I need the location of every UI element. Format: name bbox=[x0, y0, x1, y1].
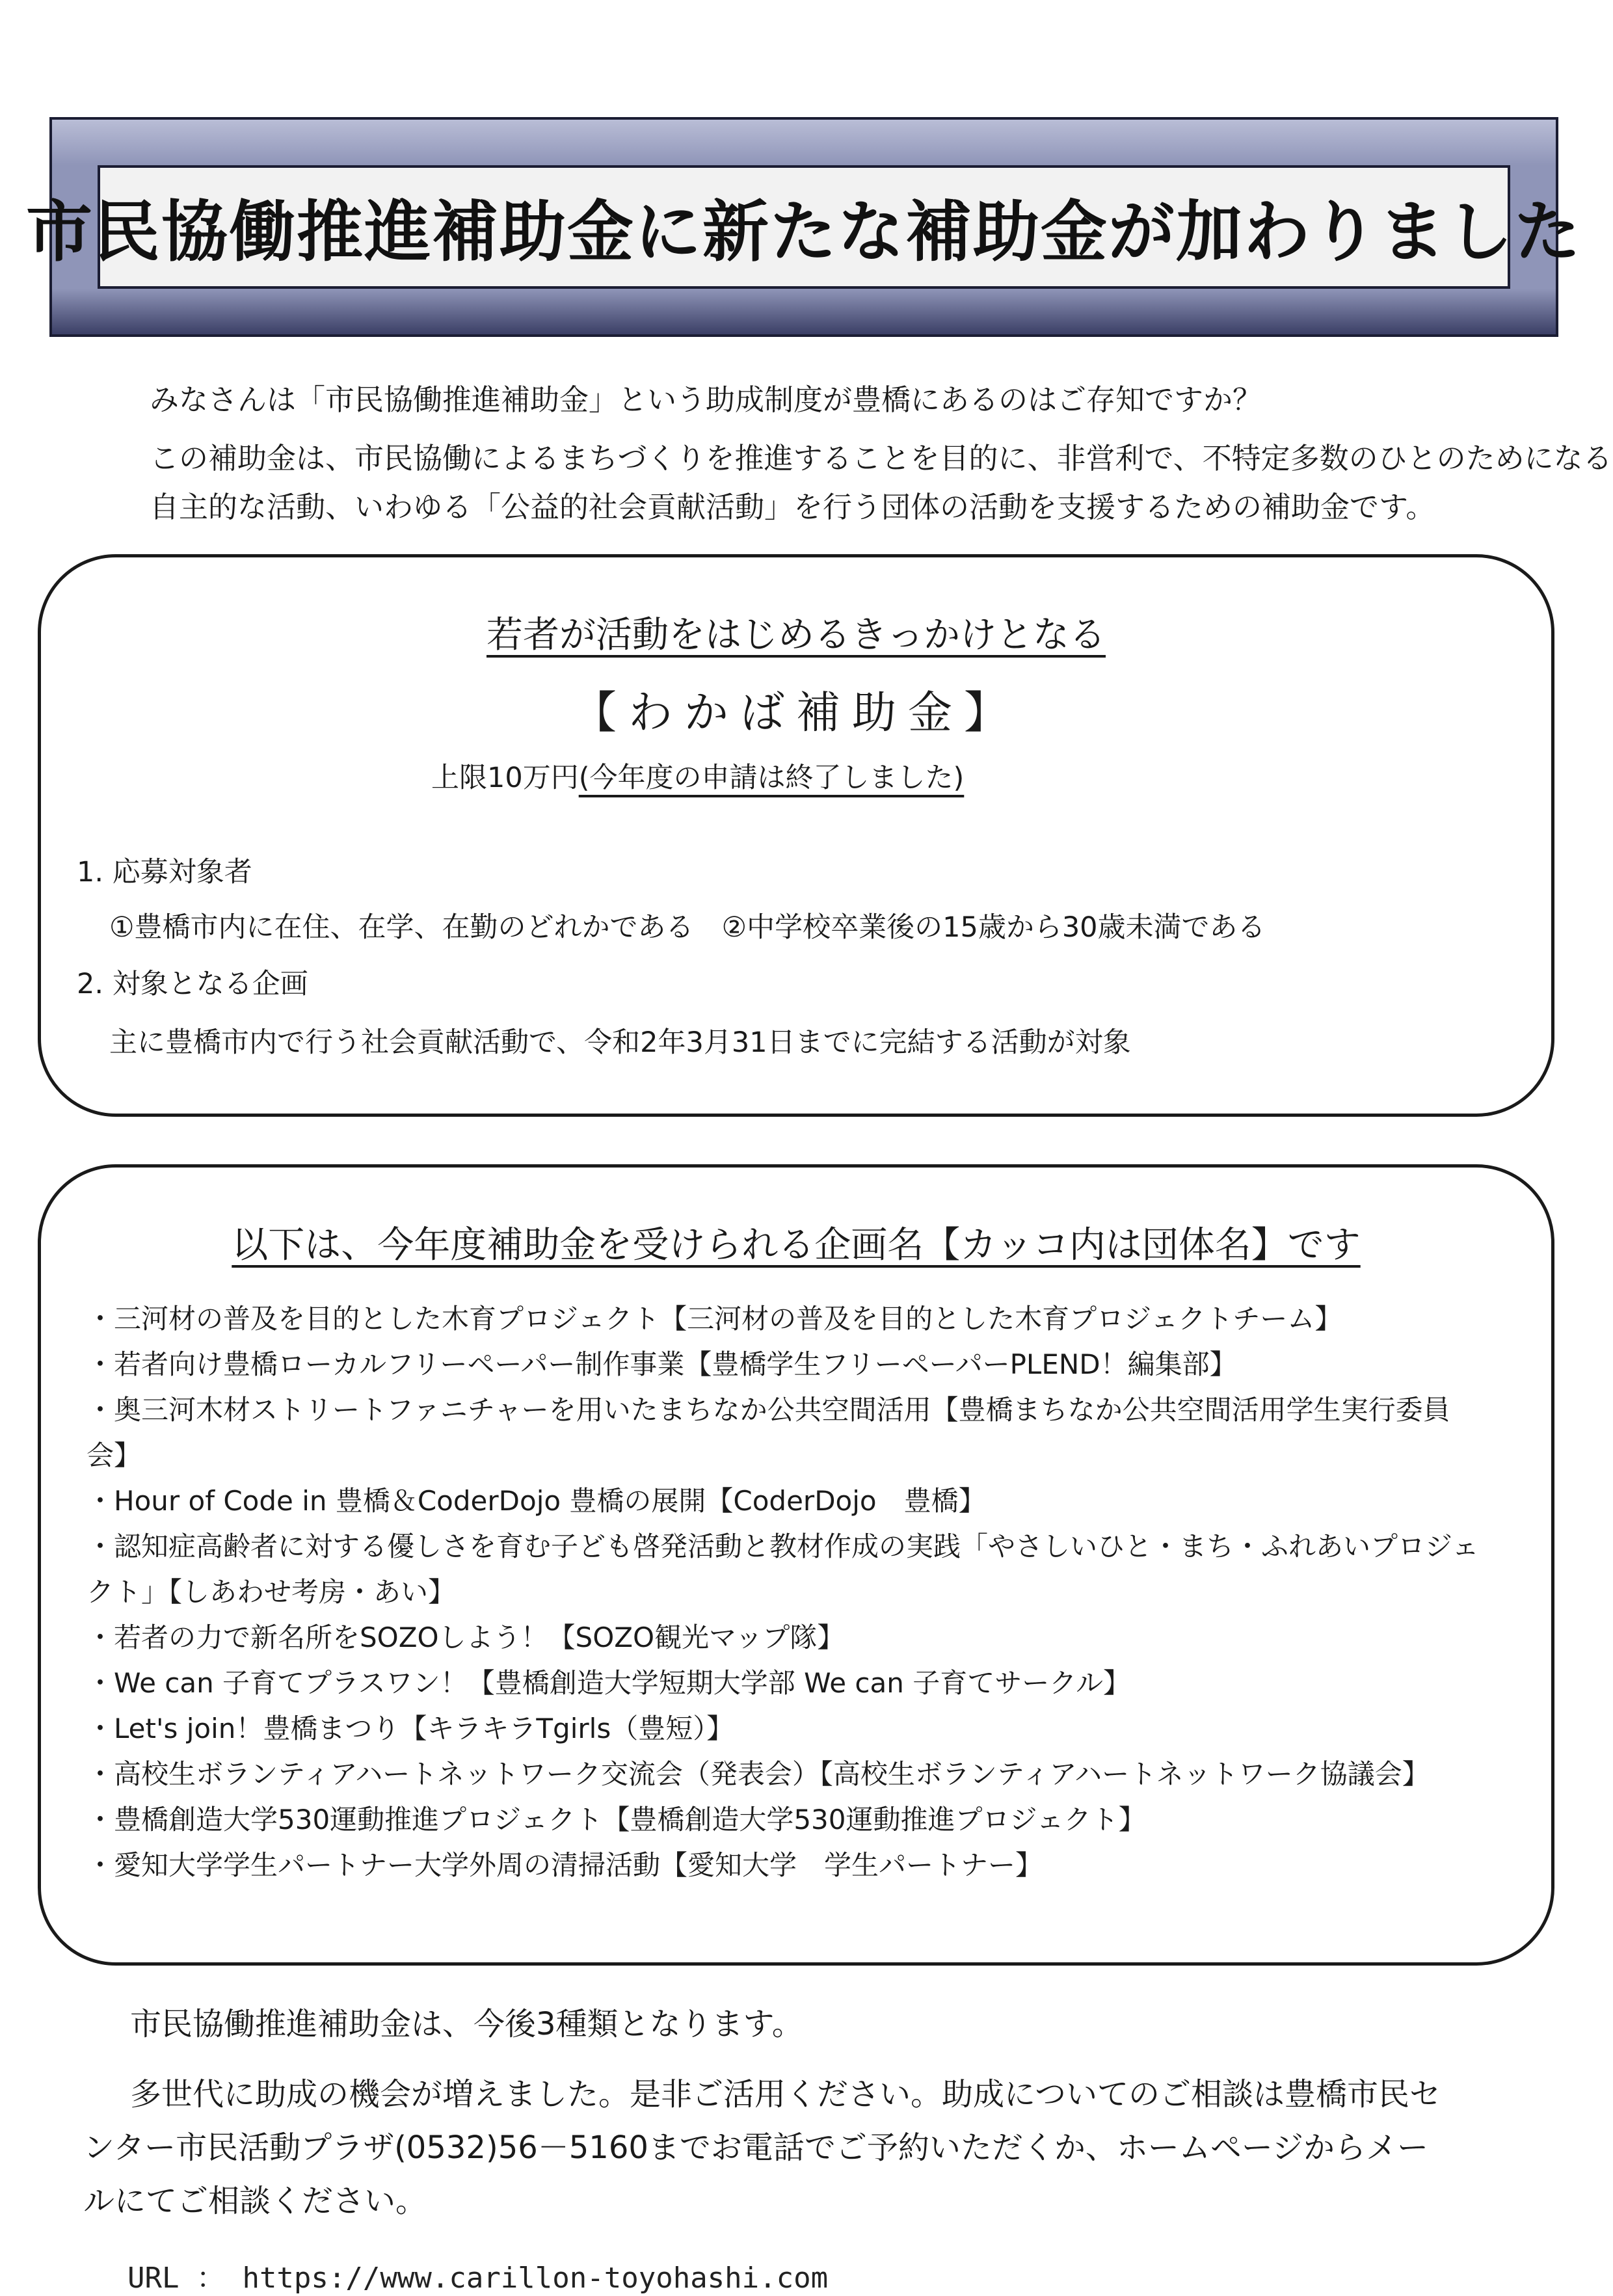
title-banner bbox=[26, 117, 1582, 337]
projects-box bbox=[38, 1164, 1554, 1966]
list-item: 会】 bbox=[87, 1439, 142, 1471]
projects-heading: 以下は、今年度補助金を受けられる企画名【カッコ内は団体名】です bbox=[232, 1224, 1361, 1266]
closing-line-4: ルにてご相談ください。 bbox=[83, 2183, 427, 2219]
intro-line-3: 自主的な活動、いわゆる「公益的社会貢献活動」を行う団体の活動を支援するための補助金です。 bbox=[150, 490, 1435, 524]
closing-line-2: 多世代に助成の機会が増えました。是非ご活用ください。助成についてのご相談は豊橋市民セ bbox=[130, 2076, 1441, 2113]
wakaba-limit bbox=[431, 756, 964, 795]
list-item: ・奥三河木材ストリートファニチャーを用いたまちなか公共空間活用【豊橋まちなか公共空間活用学生実行委員 bbox=[87, 1394, 1450, 1426]
list-item: ・愛知大学学生パートナー大学外周の清掃活動【愛知大学 学生パートナー】 bbox=[87, 1849, 1043, 1881]
wakaba-subsidy-name: 【わかば補助金】 bbox=[572, 687, 1020, 739]
website-url[interactable]: URL ： https://www.carillon-toyohashi.com bbox=[127, 2262, 829, 2295]
list-item: ・Let's join！豊橋まつり【キラキラTgirls（豊短）】 bbox=[87, 1713, 734, 1744]
list-item: ・Hour of Code in 豊橋＆CoderDojo 豊橋の展開【CoderDojo 豊橋】 bbox=[87, 1485, 986, 1517]
closing-line-1: 市民協働推進補助金は、今後3種類となります。 bbox=[130, 2006, 803, 2042]
intro-line-1: みなさんは「市民協働推進補助金」という助成制度が豊橋にあるのはご存知ですか？ bbox=[150, 382, 1262, 417]
list-item: ・豊橋創造大学530運動推進プロジェクト【豊橋創造大学530運動推進プロジェクト】 bbox=[87, 1804, 1146, 1835]
wakaba-limit-amount: 上限10万円 bbox=[431, 762, 579, 794]
list-item: クト」【しあわせ考房・あい】 bbox=[87, 1576, 456, 1608]
title-panel bbox=[26, 165, 1582, 289]
section-1-label: 1. 応募対象者 bbox=[77, 856, 252, 888]
intro-line-2: この補助金は、市民協働によるまちづくりを推進することを目的に、非営利で、不特定多数のひとのためになる bbox=[150, 441, 1612, 475]
section-2-label: 2. 対象となる企画 bbox=[77, 968, 308, 1000]
section-2-text: 主に豊橋市内で行う社会貢献活動で、令和2年3月31日までに完結する活動が対象 bbox=[109, 1026, 1131, 1059]
wakaba-limit-note: (今年度の申請は終了しました) bbox=[578, 762, 965, 794]
list-item: ・若者の力で新名所をSOZOしよう！【SOZO観光マップ隊】 bbox=[87, 1622, 845, 1653]
list-item: ・We can 子育てプラスワン！【豊橋創造大学短期大学部 We can 子育てサークル】 bbox=[87, 1667, 1130, 1699]
closing-line-3: ンター市民活動プラザ(0532)56－5160までお電話でご予約いただくか、ホームページからメー bbox=[83, 2129, 1428, 2166]
wakaba-tagline: 若者が活動をはじめるきっかけとなる bbox=[487, 614, 1106, 656]
list-item: ・三河材の普及を目的とした木育プロジェクト【三河材の普及を目的とした木育プロジェクトチーム】 bbox=[87, 1303, 1342, 1335]
list-item: ・認知症高齢者に対する優しさを育む子ども啓発活動と教材作成の実践「やさしいひと・まち・ふれあいプロジェ bbox=[87, 1530, 1480, 1562]
section-1-text: ①豊橋市内に在住、在学、在勤のどれかである ②中学校卒業後の15歳から30歳未満である bbox=[109, 911, 1266, 944]
page-title: 市民協働推進補助金に新たな補助金が加わりました bbox=[26, 194, 1582, 271]
wakaba-subsidy-box bbox=[38, 554, 1554, 1117]
list-item: ・高校生ボランティアハートネットワーク交流会（発表会）【高校生ボランティアハートネットワーク協議会】 bbox=[87, 1758, 1430, 1790]
list-item: ・若者向け豊橋ローカルフリーペーパー制作事業【豊橋学生フリーペーパーPLEND！編集部】 bbox=[87, 1348, 1237, 1380]
